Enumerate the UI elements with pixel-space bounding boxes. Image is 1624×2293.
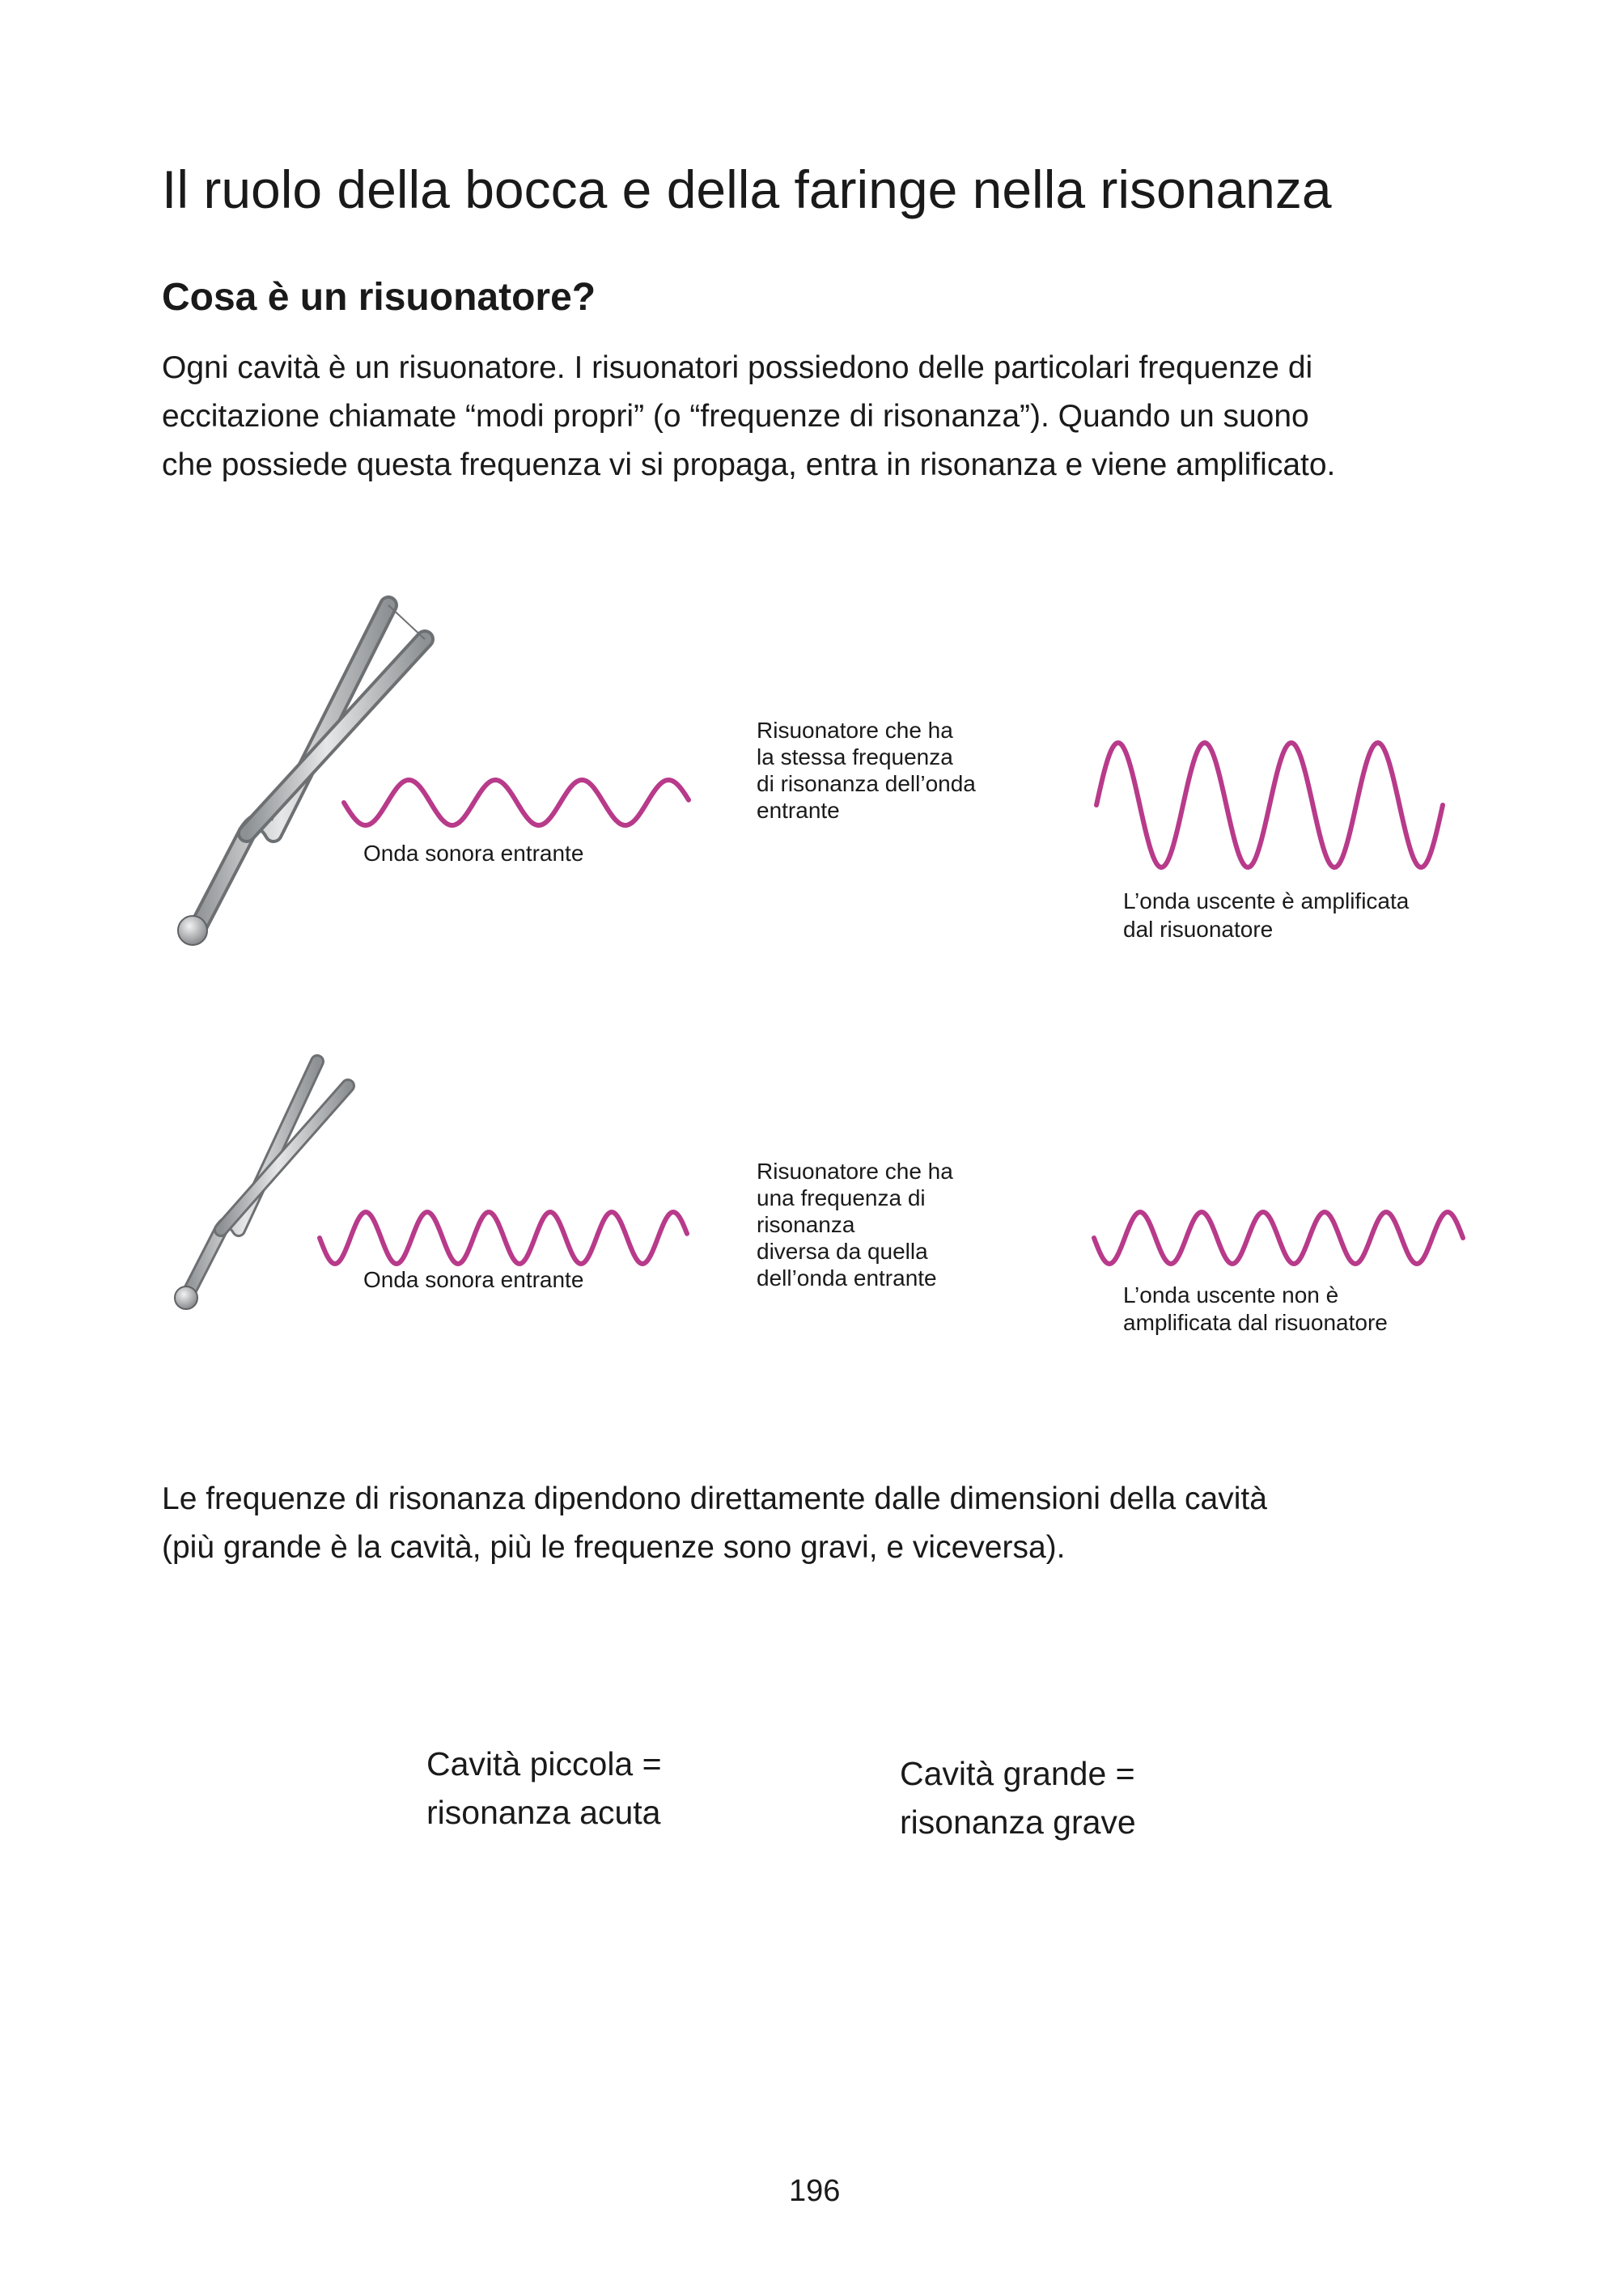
outgoing-wave-label bbox=[1123, 1282, 1388, 1335]
paragraph-line: Le frequenze di risonanza dipendono direttamente dalle dimensioni della cavità bbox=[162, 1481, 1267, 1516]
outgoing-wave-2 bbox=[1094, 1212, 1463, 1264]
intro-line: eccitazione chiamate “modi propri” (o “frequenze di risonanza”). Quando un suono bbox=[162, 399, 1309, 434]
caption-line: diversa da quella bbox=[757, 1239, 928, 1264]
outgoing-wave-1 bbox=[1096, 743, 1443, 867]
caption-line: amplificata dal risuonatore bbox=[1123, 1310, 1388, 1335]
caption-line: L’onda uscente non è bbox=[1123, 1282, 1339, 1308]
caption-line: la stessa frequenza bbox=[757, 744, 953, 769]
incoming-wave-label: Onda sonora entrante bbox=[363, 1267, 584, 1292]
small-cavity-label bbox=[426, 1740, 662, 1837]
caption-line: dell’onda entrante bbox=[757, 1265, 937, 1291]
resonator-label bbox=[757, 718, 982, 823]
caption-line: risonanza bbox=[757, 1212, 855, 1237]
caption-line: Risuonatore che ha bbox=[757, 1159, 953, 1184]
incoming-wave-2 bbox=[320, 1212, 687, 1264]
page-title: Il ruolo della bocca e della faringe nella risonanza bbox=[162, 159, 1332, 219]
cavity-line: risonanza grave bbox=[900, 1803, 1136, 1841]
caption-line: dal risuonatore bbox=[1123, 917, 1274, 942]
caption-line: entrante bbox=[757, 798, 840, 823]
outgoing-wave-label bbox=[1123, 888, 1415, 942]
tuning-fork-icon bbox=[175, 1062, 348, 1309]
cavity-line: Cavità piccola = bbox=[426, 1745, 662, 1782]
intro-line: che possiede questa frequenza vi si propaga, entra in risonanza e viene amplificato. bbox=[162, 447, 1336, 482]
cavity-line: Cavità grande = bbox=[900, 1755, 1135, 1792]
page-number: 196 bbox=[789, 2174, 841, 2208]
cavity-line: risonanza acuta bbox=[426, 1794, 661, 1831]
incoming-wave-1 bbox=[344, 780, 689, 825]
paragraph-line: (più grande è la cavità, più le frequenze sono gravi, e viceversa). bbox=[162, 1530, 1066, 1565]
incoming-wave-label: Onda sonora entrante bbox=[363, 841, 584, 866]
large-cavity-label bbox=[900, 1749, 1136, 1846]
caption-line: Risuonatore che ha bbox=[757, 718, 953, 743]
caption-line: di risonanza dell’onda bbox=[757, 771, 976, 796]
intro-line: Ogni cavità è un risuonatore. I risuonatori possiedono delle particolari frequenze di bbox=[162, 350, 1313, 385]
caption-line: L’onda uscente è amplificata bbox=[1123, 888, 1410, 913]
caption-line: una frequenza di bbox=[757, 1185, 926, 1210]
tuning-fork-icon bbox=[178, 605, 425, 945]
resonator-label bbox=[757, 1159, 960, 1291]
dependency-paragraph bbox=[162, 1475, 1424, 1572]
section-heading: Cosa è un risuonatore? bbox=[162, 276, 596, 319]
